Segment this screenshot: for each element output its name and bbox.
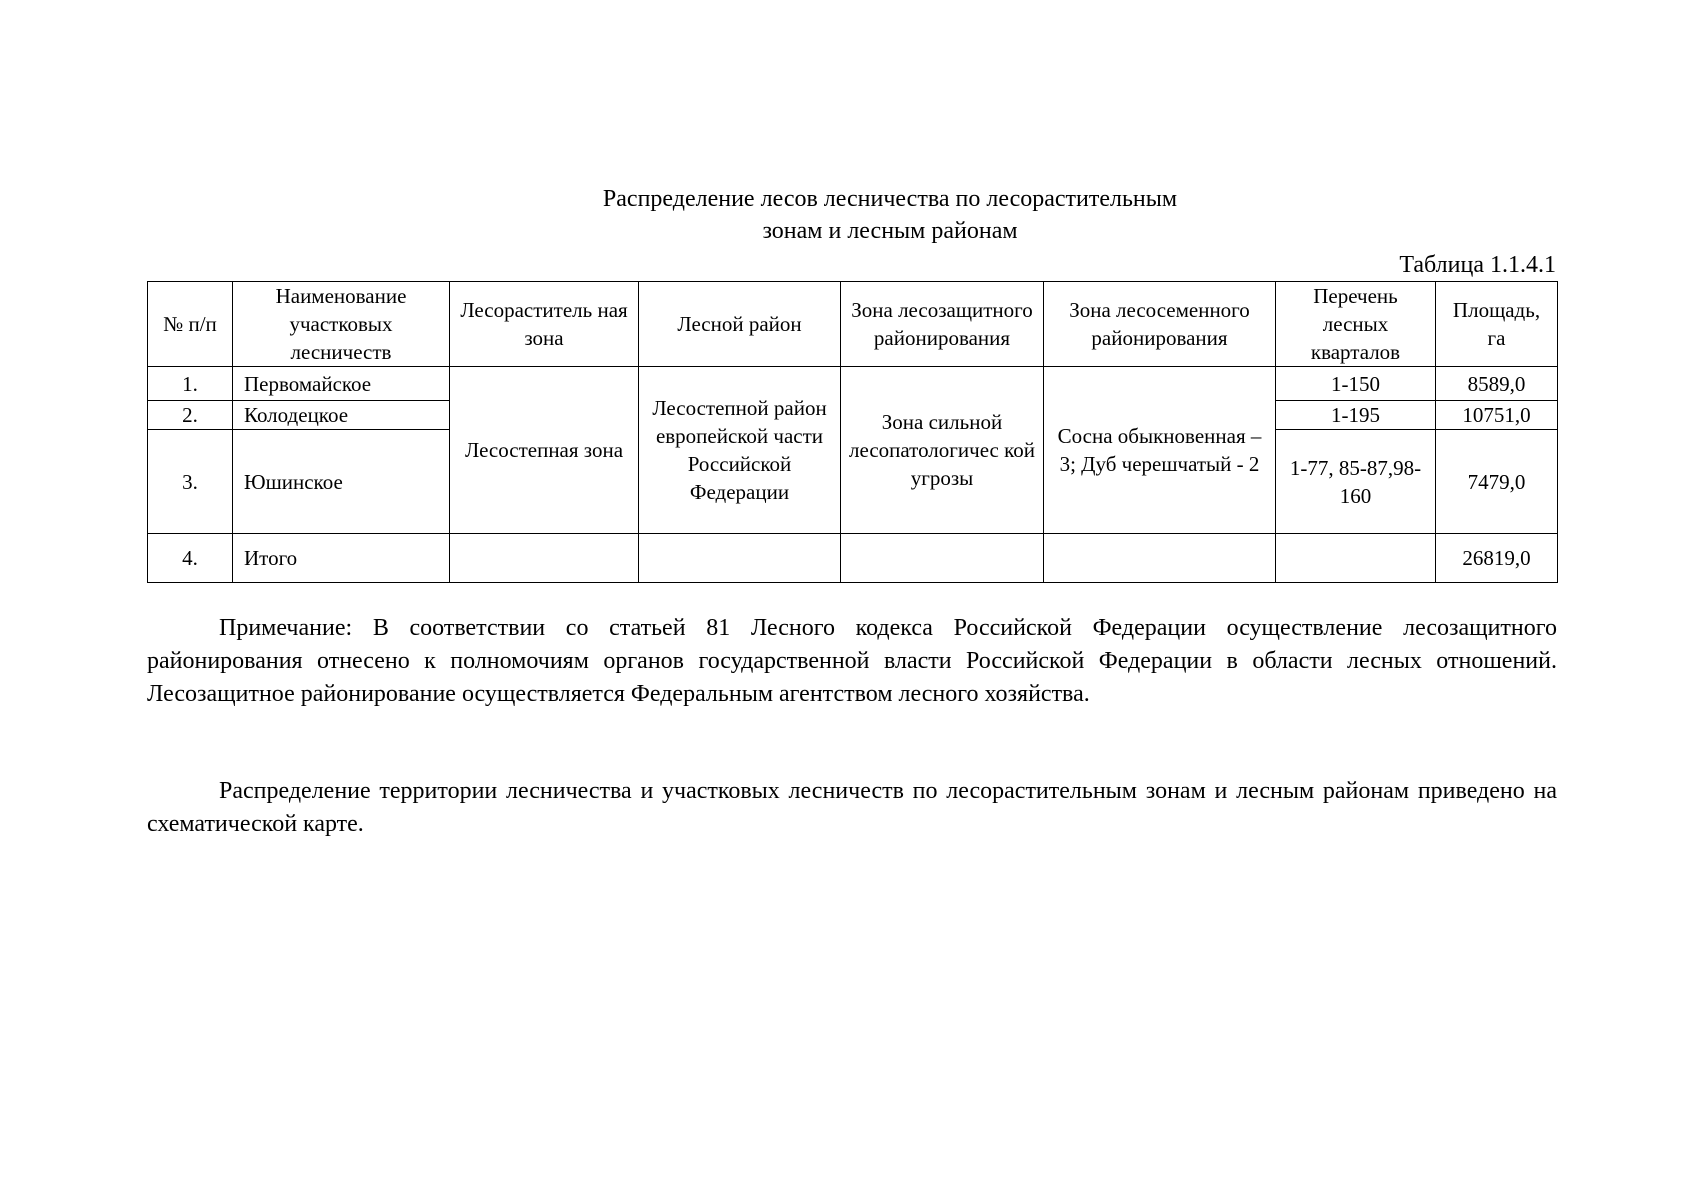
empty-cell — [1044, 534, 1276, 583]
empty-cell — [450, 534, 639, 583]
header-num: № п/п — [148, 282, 233, 367]
row-name: Колодецкое — [233, 401, 450, 430]
row-name: Первомайское — [233, 367, 450, 401]
header-protect-zone: Зона лесозащитного районирования — [841, 282, 1044, 367]
row-quarters: 1-195 — [1276, 401, 1436, 430]
row-name: Юшинское — [233, 430, 450, 534]
row-quarters: 1-150 — [1276, 367, 1436, 401]
header-quarters: Перечень лесных кварталов — [1276, 282, 1436, 367]
header-forest-region: Лесной район — [639, 282, 841, 367]
header-seed-zone: Зона лесосеменного районирования — [1044, 282, 1276, 367]
empty-cell — [841, 534, 1044, 583]
row-area: 7479,0 — [1436, 430, 1558, 534]
header-name: Наименование участковых лесничеств — [233, 282, 450, 367]
row-num: 3. — [148, 430, 233, 534]
row-quarters: 1-77, 85-87,98-160 — [1276, 430, 1436, 534]
forest-distribution-table — [147, 281, 1558, 583]
row-num: 2. — [148, 401, 233, 430]
map-reference-paragraph: Распределение территории лесничества и участковых лесничеств по лесорастительным зонам и лесным районам приведено на схематической карте. — [147, 778, 1557, 837]
row-area: 8589,0 — [1436, 367, 1558, 401]
header-veg-zone: Лесораститель ная зона — [450, 282, 639, 367]
merged-forest-region: Лесостепной район европейской части Российской Федерации — [639, 367, 841, 534]
row-num: 1. — [148, 367, 233, 401]
merged-protect-zone: Зона сильной лесопатологичес кой угрозы — [841, 367, 1044, 534]
table-title — [0, 183, 1697, 247]
note-paragraph: Примечание: В соответствии со статьей 81 Лесного кодекса Российской Федерации осуществление лесозащитного районирования отнесено к полномочиям органов государственной власти Российской Федерации в области лесных отношений. Лесозащитное районирование осуществляется Федеральным агентством лесного хозяйства. — [147, 615, 1557, 707]
table-number-label: Таблица 1.1.4.1 — [1399, 252, 1556, 278]
merged-seed-zone: Сосна обыкновенная – 3; Дуб черешчатый - 2 — [1044, 367, 1276, 534]
total-area: 26819,0 — [1436, 534, 1558, 583]
table-header-row — [148, 282, 1558, 367]
table-title-line-2: зонам и лесным районам — [762, 218, 1018, 244]
total-name: Итого — [233, 534, 450, 583]
table-row — [148, 367, 1558, 401]
total-num: 4. — [148, 534, 233, 583]
merged-veg-zone: Лесостепная зона — [450, 367, 639, 534]
header-area: Площадь, га — [1436, 282, 1558, 367]
table-title-line-1: Распределение лесов лесничества по лесорастительным — [602, 186, 1178, 212]
table-total-row — [148, 534, 1558, 583]
empty-cell — [1276, 534, 1436, 583]
row-area: 10751,0 — [1436, 401, 1558, 430]
empty-cell — [639, 534, 841, 583]
